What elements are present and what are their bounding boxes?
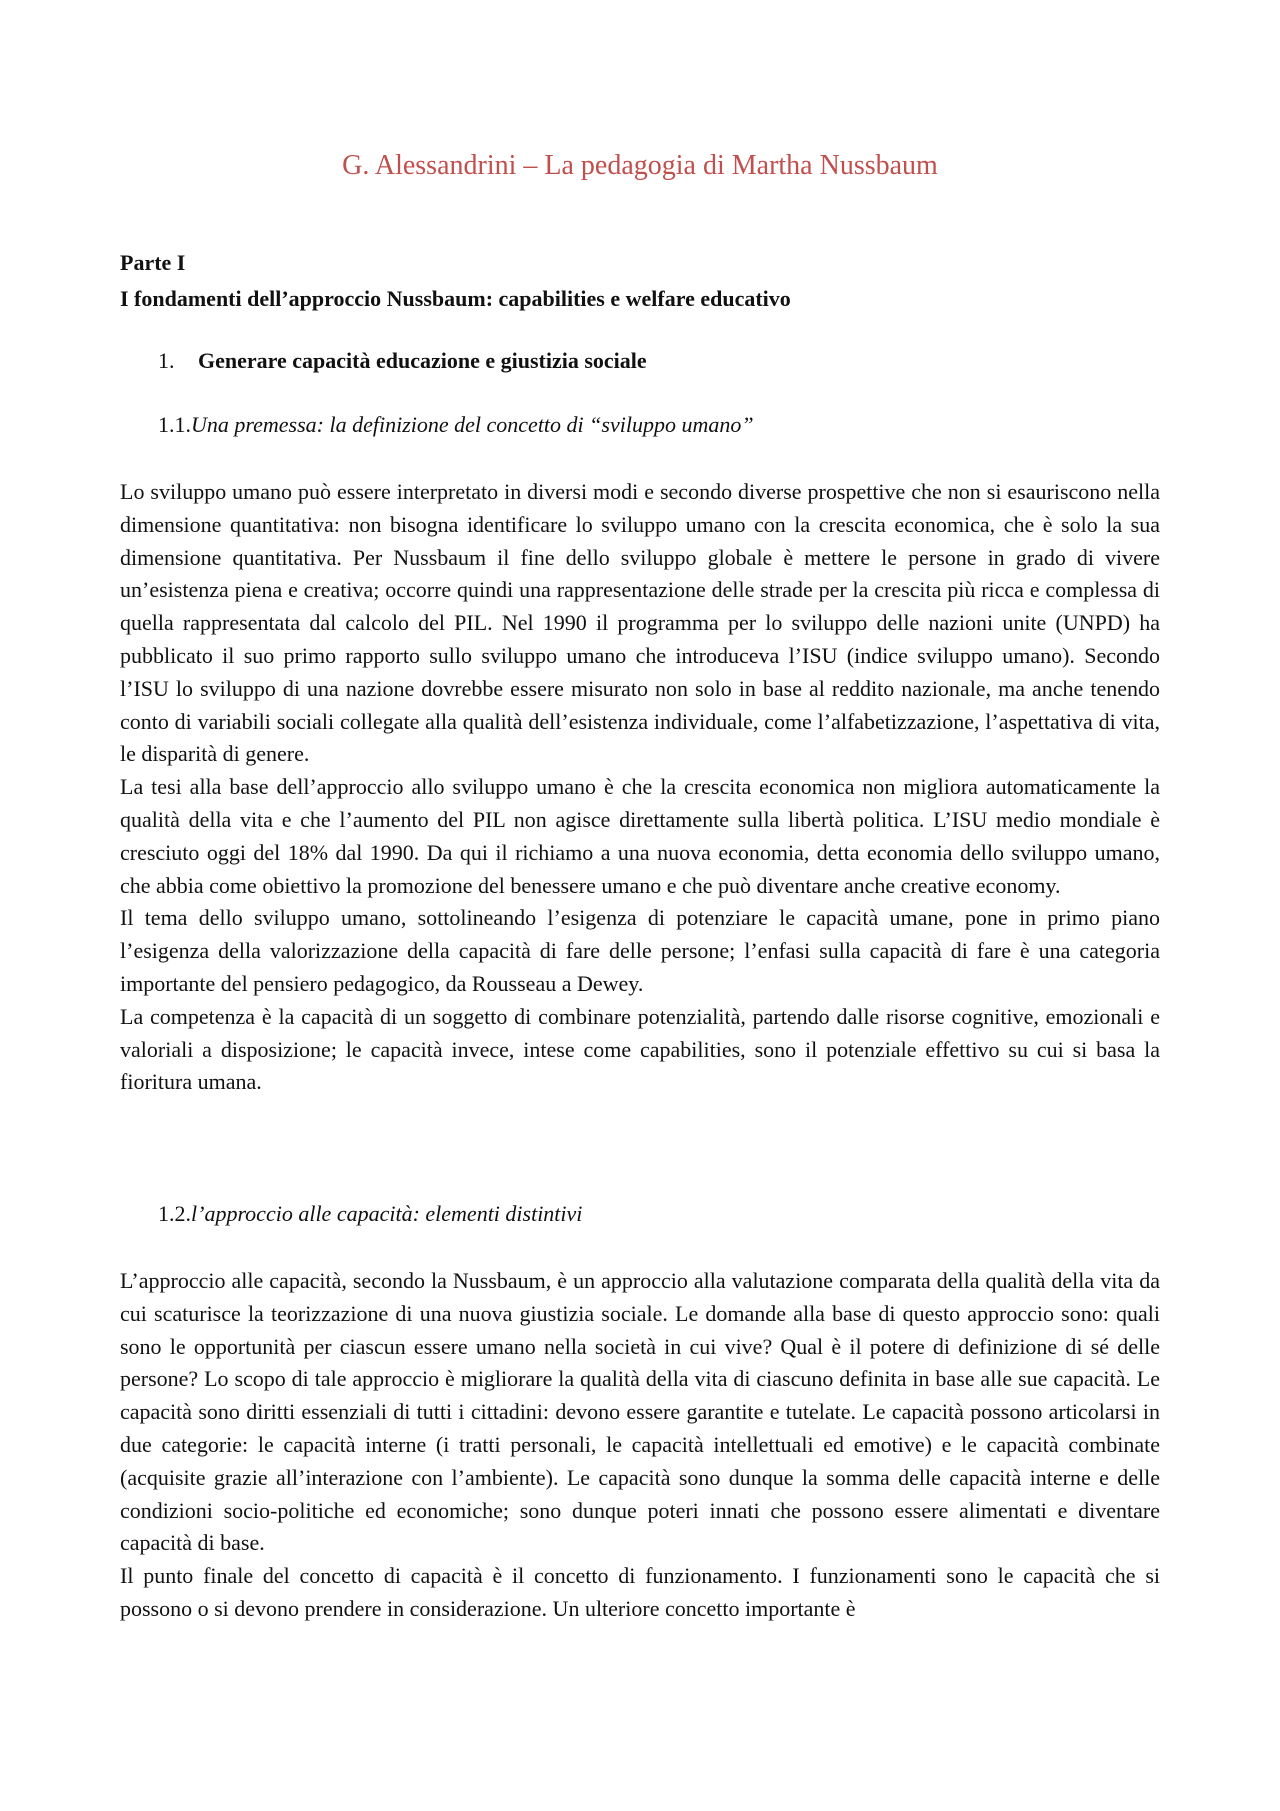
section-number: 1. xyxy=(158,348,175,373)
part-label: Parte I xyxy=(120,250,186,275)
paragraph: La tesi alla base dell’approccio allo sviluppo umano è che la crescita economica non migliora automaticamente la qualità della vita e che l’aumento del PIL non agisce direttamente sulla libertà politica. L’ISU medio mondiale è cresciuto oggi del 18% dal 1990. Da qui il richiamo a una nuova economia, detta economia dello sviluppo umano, che abbia come obiettivo la promozione del benessere umano e che può diventare anche creative economy. xyxy=(120,774,1160,898)
paragraph: Il punto finale del concetto di capacità è il concetto di funzionamento. I funzionamenti sono le capacità che si possono o si devono prendere in considerazione. Un ulteriore concetto importante è xyxy=(120,1563,1160,1621)
body-text-block-1 xyxy=(120,476,1160,1099)
subsection-heading-1-1 xyxy=(158,410,1158,440)
subsection-title: l’approccio alle capacità: elementi distintivi xyxy=(191,1201,583,1226)
subsection-heading-1-2 xyxy=(158,1199,1158,1229)
paragraph: Il tema dello sviluppo umano, sottolineando l’esigenza di potenziare le capacità umane, pone in primo piano l’esigenza della valorizzazione della capacità di fare delle persone; l’enfasi sulla capacità di fare è una categoria importante del pensiero pedagogico, da Rousseau a Dewey. xyxy=(120,905,1160,996)
subsection-title: Una premessa: la definizione del concetto di “sviluppo umano” xyxy=(191,412,754,437)
section-title: Generare capacità educazione e giustizia sociale xyxy=(198,348,647,373)
subsection-number: 1.2. xyxy=(158,1201,191,1226)
body-text-block-2 xyxy=(120,1265,1160,1626)
section-heading-1 xyxy=(158,346,1158,376)
paragraph: La competenza è la capacità di un soggetto di combinare potenzialità, partendo dalle risorse cognitive, emozionali e valoriali a disposizione; le capacità invece, intese come capabilities, sono il potenziale effettivo su cui si basa la fioritura umana. xyxy=(120,1003,1160,1095)
paragraph: Lo sviluppo umano può essere interpretato in diversi modi e secondo diverse prospettive che non si esauriscono nella dimensione quantitativa: non bisogna identificare lo sviluppo umano con la crescita economica, che è solo la sua dimensione quantitativa. Per Nussbaum il fine dello sviluppo globale è mettere le persone in grado di vivere un’esistenza piena e creativa; occorre quindi una rappresentazione delle strade per la crescita più ricca e complessa di quella rappresentata dal calcolo del PIL. Nel 1990 il programma per lo sviluppo delle nazioni unite (UNPD) ha pubblicato il suo primo rapporto sullo sviluppo umano che introduceva l’ISU (indice sviluppo umano). Secondo l’ISU lo sviluppo di una nazione dovrebbe essere misurato non solo in base al reddito nazionale, ma anche tenendo conto di variabili sociali collegate alla qualità dell’esistenza individuale, come l’alfabetizzazione, l’aspettativa di vita, le disparità di genere. xyxy=(120,479,1160,767)
subsection-number: 1.1. xyxy=(158,412,191,437)
document-title: G. Alessandrini – La pedagogia di Martha Nussbaum xyxy=(342,150,938,181)
part-heading: I fondamenti dell’approccio Nussbaum: capabilities e welfare educativo xyxy=(120,286,791,311)
paragraph: L’approccio alle capacità, secondo la Nussbaum, è un approccio alla valutazione comparata della qualità della vita da cui scaturisce la teorizzazione di una nuova giustizia sociale. Le domande alla base di questo approccio sono: quali sono le opportunità per ciascun essere umano nella società in cui vive? Qual è il potere di definizione di sé delle persone? Lo scopo di tale approccio è migliorare la qualità della vita di ciascuno definita in base alle sue capacità. Le capacità sono diritti essenziali di tutti i cittadini: devono essere garantite e tutelate. Le capacità possono articolarsi in due categorie: le capacità interne (i tratti personali, le capacità intellettuali ed emotive) e le capacità combinate (acquisite grazie all’interazione con l’ambiente). Le capacità sono dunque la somma delle capacità interne e delle condizioni socio-politiche ed economiche; sono dunque poteri innati che possono essere alimentati e diventare capacità di base. xyxy=(120,1268,1160,1556)
